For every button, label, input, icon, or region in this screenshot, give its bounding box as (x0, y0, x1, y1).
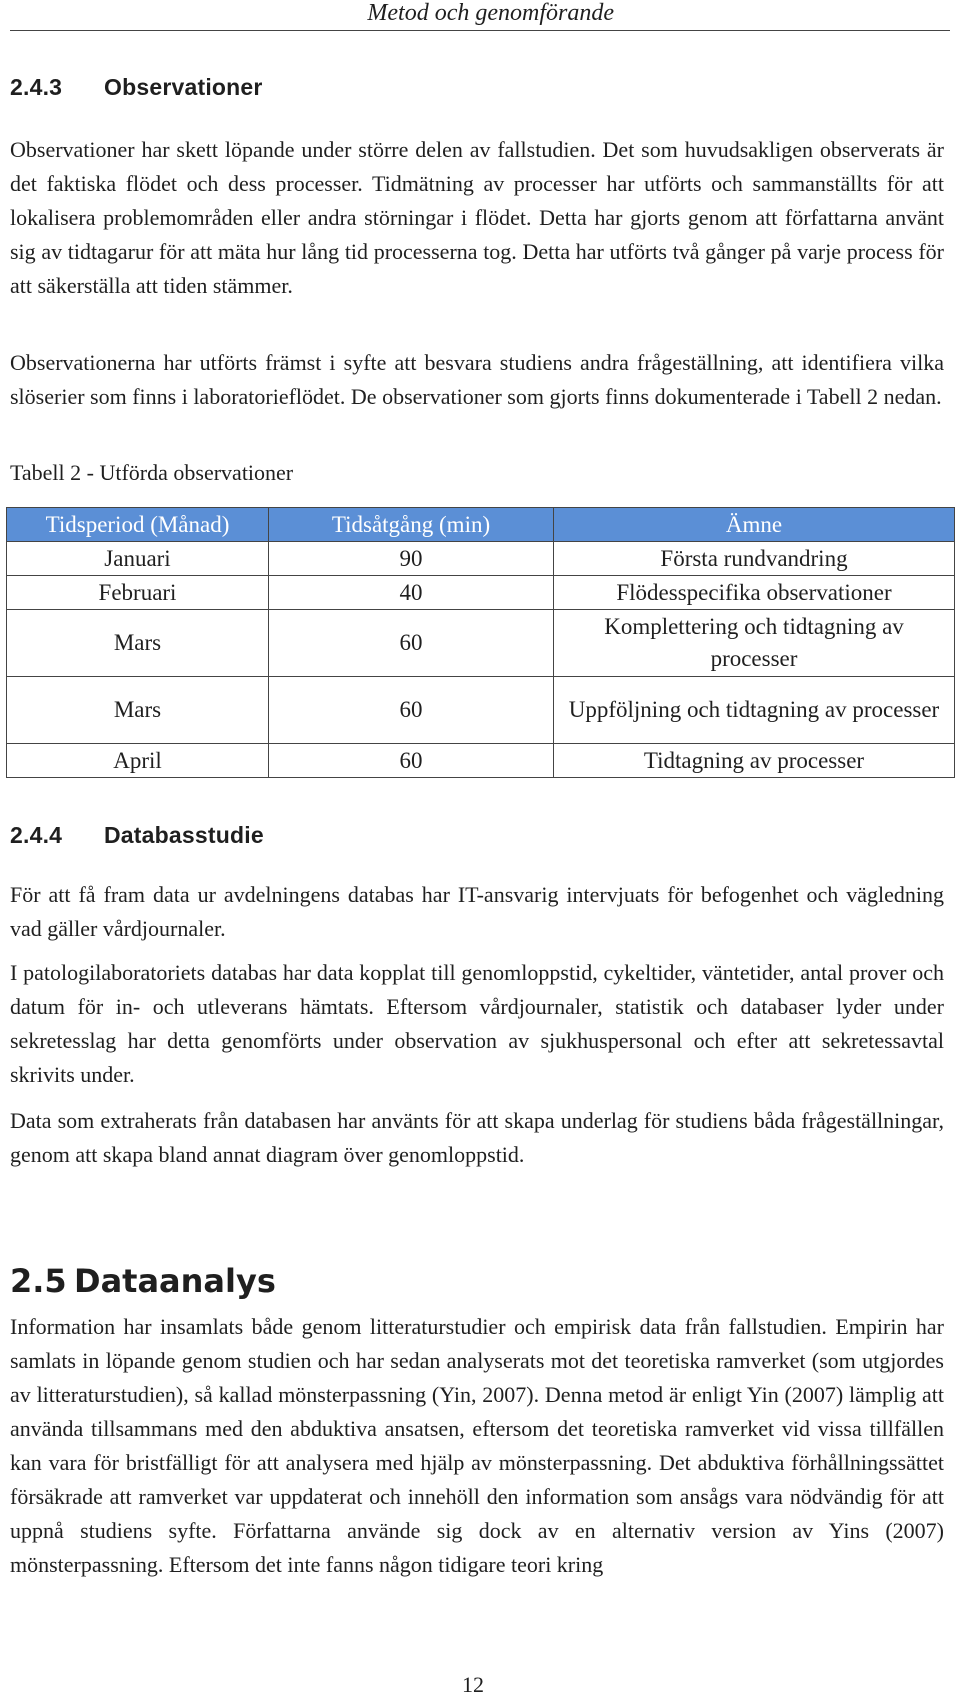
table-cell: April (7, 744, 269, 778)
table-cell: Komplettering och tidtagning av processer (554, 610, 955, 677)
paragraph: I patologilaboratoriets databas har data kopplat till genomloppstid, cykeltider, väntetider, antal prover och datum för in- och utleverans hämtats. Eftersom vårdjournaler, statistik och databaser lyder under sekretesslag har detta genomförts under observation av sjukhuspersonal och efter att sekretessavtal skrivits under. (10, 960, 944, 1087)
table-cell: 60 (269, 744, 554, 778)
table-cell: Flödesspecifika observationer (554, 576, 955, 610)
table-header-row (7, 508, 955, 542)
table-cell: 40 (269, 576, 554, 610)
paragraph: Information har insamlats både genom litteraturstudier och empirisk data från fallstudien. Empirin har samlats in löpande genom studien och har sedan analyserats mot det teoretiska ramverket (som utgjordes av litteraturstudien), så kallad mönsterpassning (Yin, 2007). Denna metod är enligt Yin (2007) lämplig att använda tillsammans med den abduktiva ansatsen, eftersom det teoretiska ramverket vid vissa tillfällen kan vara för bristfälligt för att analysera med hjälp av mönsterpassning. Det abduktiva förhållningssättet försäkrade att ramverket var uppdaterat och innehöll den information som ansågs vara nödvändig för att uppnå studiens syfte. Författarna använde sig dock av en alternativ version av Yins (2007) mönsterpassning. Eftersom det inte fanns någon tidigare teori kring (10, 1314, 944, 1577)
section-heading-observationer (10, 74, 263, 101)
section-number: 2.5 (10, 1262, 67, 1300)
column-header: Ämne (554, 508, 955, 542)
observations-table (6, 507, 955, 778)
table-cell: 60 (269, 610, 554, 677)
section-title: Dataanalys (74, 1262, 276, 1300)
table-cell: 90 (269, 542, 554, 576)
table-cell: Februari (7, 576, 269, 610)
section-number: 2.4.4 (10, 822, 63, 848)
table-cell: Uppföljning och tidtagning av processer (554, 677, 955, 744)
paragraph: För att få fram data ur avdelningens databas har IT-ansvarig intervjuats för befogenhet och vägledning vad gäller vårdjournaler. (10, 882, 944, 941)
table-cell: Mars (7, 610, 269, 677)
paragraph: Observationer har skett löpande under större delen av fallstudien. Det som huvudsakligen observerats är det faktiska flödet och dess processer. Tidmätning av processer har utförts och sammanställts för att lokalisera problemområden eller andra störningar i flödet. Detta har gjorts genom att författarna använt sig av tidtagarur för att mäta hur lång tid processerna tog. Detta har utförts två gånger på varje process för att säkerställa att tiden stämmer. (10, 137, 944, 298)
table-row (7, 744, 955, 778)
section-number: 2.4.3 (10, 74, 63, 100)
section-heading-dataanalys (10, 1262, 276, 1300)
table-row (7, 677, 955, 744)
paragraph: Observationerna har utförts främst i syfte att besvara studiens andra frågeställning, att identifiera vilka slöserier som finns i laboratorieflödet. De observationer som gjorts finns dokumenterade i Tabell 2 nedan. (10, 350, 944, 409)
table-cell: Mars (7, 677, 269, 744)
page-number: 12 (462, 1672, 484, 1697)
table-row (7, 576, 955, 610)
page-header (10, 0, 950, 31)
running-title: Metod och genomförande (367, 0, 614, 26)
paragraph: Data som extraherats från databasen har använts för att skapa underlag för studiens båda frågeställningar, genom att skapa bland annat diagram över genomloppstid. (10, 1108, 944, 1167)
section-title: Observationer (104, 74, 263, 100)
table-row (7, 610, 955, 677)
column-header: Tidsperiod (Månad) (7, 508, 269, 542)
table-cell: Januari (7, 542, 269, 576)
table-row (7, 542, 955, 576)
table-caption: Tabell 2 - Utförda observationer (10, 460, 294, 485)
table-cell: Första rundvandring (554, 542, 955, 576)
table-cell: Tidtagning av processer (554, 744, 955, 778)
column-header: Tidsåtgång (min) (269, 508, 554, 542)
section-heading-databasstudie (10, 822, 264, 849)
section-title: Databasstudie (104, 822, 264, 848)
table-cell: 60 (269, 677, 554, 744)
